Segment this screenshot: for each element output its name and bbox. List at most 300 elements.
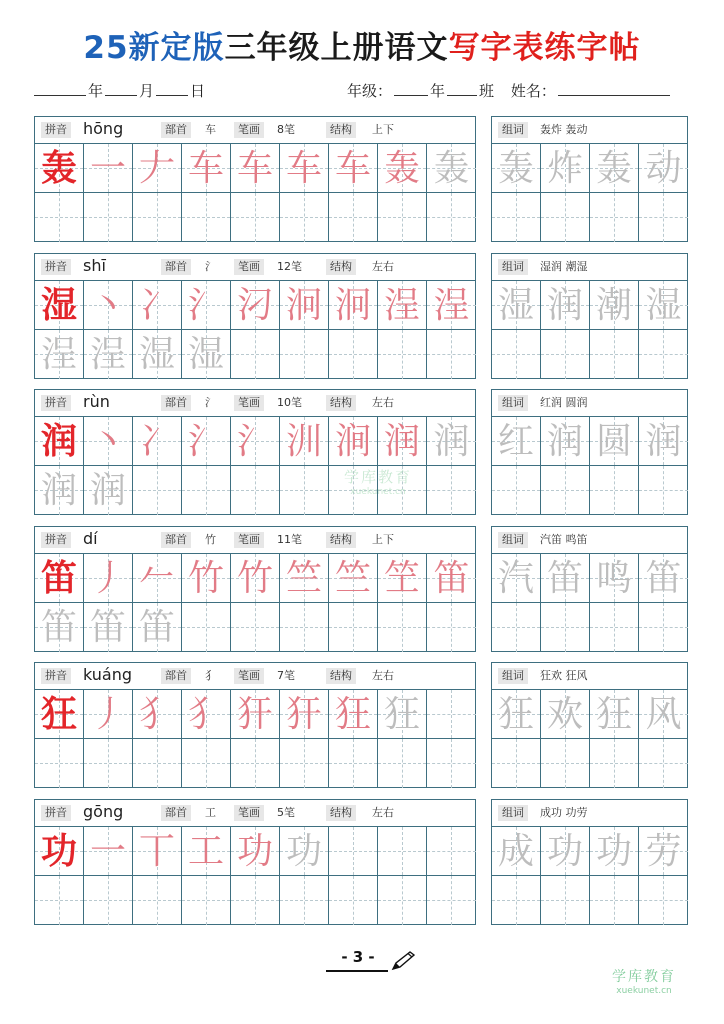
guide-line-horizontal bbox=[492, 217, 540, 218]
stroke-order-step: 涧 bbox=[334, 421, 371, 462]
writing-cell[interactable] bbox=[329, 281, 378, 330]
word-trace-character: 润 bbox=[645, 421, 682, 462]
words-cell[interactable] bbox=[639, 739, 688, 788]
words-panel bbox=[491, 799, 688, 925]
character-header bbox=[35, 390, 475, 417]
pinyin-label: 拼音 bbox=[41, 395, 71, 411]
stroke-order-step: 竹 bbox=[236, 558, 273, 599]
writing-cell[interactable] bbox=[84, 330, 133, 379]
words-cell[interactable] bbox=[639, 144, 688, 193]
guide-line-vertical bbox=[614, 739, 615, 788]
writing-cell[interactable] bbox=[182, 281, 231, 330]
practice-section bbox=[34, 253, 688, 379]
structure-label: 结构 bbox=[326, 668, 356, 684]
words-cell[interactable] bbox=[541, 690, 590, 739]
words-cell[interactable] bbox=[639, 827, 688, 876]
writing-cell[interactable] bbox=[35, 193, 84, 242]
writing-cell[interactable] bbox=[378, 281, 427, 330]
writing-cell[interactable] bbox=[231, 827, 280, 876]
words-cell[interactable] bbox=[541, 281, 590, 330]
writing-cell[interactable] bbox=[280, 417, 329, 466]
day-blank[interactable] bbox=[156, 80, 188, 96]
writing-cell[interactable] bbox=[427, 603, 476, 652]
words-cell[interactable] bbox=[492, 330, 541, 379]
writing-cell[interactable] bbox=[378, 330, 427, 379]
word-trace-character: 功 bbox=[546, 831, 583, 872]
guide-line-vertical bbox=[402, 876, 403, 925]
words-cell[interactable] bbox=[492, 739, 541, 788]
guide-line-vertical bbox=[353, 739, 354, 788]
writing-cell[interactable] bbox=[231, 739, 280, 788]
writing-cell[interactable] bbox=[182, 603, 231, 652]
page-number-underline bbox=[326, 970, 388, 972]
word-trace-character: 轰 bbox=[595, 148, 632, 189]
guide-line-vertical bbox=[206, 876, 207, 925]
writing-cell[interactable] bbox=[427, 330, 476, 379]
stroke-order-step: 丶 bbox=[89, 421, 126, 462]
writing-cell[interactable] bbox=[329, 330, 378, 379]
word-trace-character: 笛 bbox=[546, 558, 583, 599]
grade-blank[interactable] bbox=[394, 80, 428, 96]
words-cell[interactable] bbox=[639, 281, 688, 330]
writing-cell[interactable] bbox=[427, 281, 476, 330]
writing-cell[interactable] bbox=[133, 466, 182, 515]
writing-cell[interactable] bbox=[427, 466, 476, 515]
words-cell[interactable] bbox=[590, 876, 639, 925]
day-label: 日 bbox=[190, 82, 206, 100]
writing-cell[interactable] bbox=[182, 417, 231, 466]
writing-cell[interactable] bbox=[35, 281, 84, 330]
structure-value: 上下 bbox=[372, 123, 394, 136]
writing-cell[interactable] bbox=[84, 603, 133, 652]
character-panel bbox=[34, 526, 476, 652]
guide-line-horizontal bbox=[541, 763, 589, 764]
guide-line-vertical bbox=[516, 466, 517, 515]
words-header bbox=[492, 390, 687, 417]
guide-line-horizontal bbox=[133, 490, 181, 491]
words-label: 组词 bbox=[498, 805, 528, 821]
guide-line-horizontal bbox=[84, 900, 132, 901]
radical-value: 工 bbox=[205, 806, 216, 819]
writing-cell[interactable] bbox=[329, 876, 378, 925]
guide-line-horizontal bbox=[133, 217, 181, 218]
words-cell[interactable] bbox=[639, 193, 688, 242]
guide-line-horizontal bbox=[84, 217, 132, 218]
writing-cell[interactable] bbox=[133, 827, 182, 876]
month-blank[interactable] bbox=[105, 80, 137, 96]
words-cell[interactable] bbox=[639, 554, 688, 603]
words-cell[interactable] bbox=[639, 466, 688, 515]
guide-line-horizontal bbox=[280, 354, 328, 355]
writing-cell[interactable] bbox=[280, 739, 329, 788]
writing-cell[interactable] bbox=[133, 690, 182, 739]
words-cell[interactable] bbox=[541, 554, 590, 603]
trace-character: 功 bbox=[285, 831, 322, 872]
writing-cell[interactable] bbox=[329, 144, 378, 193]
writing-cell[interactable] bbox=[35, 690, 84, 739]
words-cell[interactable] bbox=[590, 417, 639, 466]
info-line bbox=[34, 80, 694, 102]
words-cell[interactable] bbox=[639, 330, 688, 379]
character-header bbox=[35, 800, 475, 827]
guide-line-vertical bbox=[59, 739, 60, 788]
words-value: 红润 圆润 bbox=[540, 396, 588, 409]
class-label: 班 bbox=[479, 82, 495, 100]
words-cell[interactable] bbox=[541, 144, 590, 193]
guide-line-horizontal bbox=[182, 627, 230, 628]
class-blank[interactable] bbox=[447, 80, 477, 96]
writing-cell[interactable] bbox=[133, 739, 182, 788]
writing-cell[interactable] bbox=[329, 690, 378, 739]
words-label: 组词 bbox=[498, 122, 528, 138]
writing-cell[interactable] bbox=[133, 281, 182, 330]
guide-line-horizontal bbox=[427, 763, 476, 764]
words-cell[interactable] bbox=[590, 827, 639, 876]
writing-cell[interactable] bbox=[35, 554, 84, 603]
writing-cell[interactable] bbox=[84, 690, 133, 739]
guide-line-horizontal bbox=[427, 714, 476, 715]
words-cell[interactable] bbox=[492, 827, 541, 876]
writing-cell[interactable] bbox=[182, 876, 231, 925]
writing-cell[interactable] bbox=[378, 193, 427, 242]
writing-cell[interactable] bbox=[329, 739, 378, 788]
guide-line-horizontal bbox=[427, 490, 476, 491]
practice-section bbox=[34, 799, 688, 925]
stroke-order-step: 冫 bbox=[138, 421, 175, 462]
structure-value: 左右 bbox=[372, 669, 394, 682]
main-character: 轰 bbox=[40, 147, 77, 189]
guide-line-vertical bbox=[516, 193, 517, 242]
words-value: 成功 功劳 bbox=[540, 806, 588, 819]
writing-cell[interactable] bbox=[427, 193, 476, 242]
guide-line-horizontal bbox=[329, 851, 377, 852]
writing-cell[interactable] bbox=[329, 827, 378, 876]
guide-line-horizontal bbox=[231, 354, 279, 355]
strokes-label: 笔画 bbox=[234, 805, 264, 821]
guide-line-vertical bbox=[565, 330, 566, 379]
writing-cell[interactable] bbox=[231, 876, 280, 925]
guide-line-vertical bbox=[516, 330, 517, 379]
writing-cell[interactable] bbox=[182, 554, 231, 603]
word-trace-character: 动 bbox=[645, 148, 682, 189]
writing-cell[interactable] bbox=[35, 603, 84, 652]
character-panel bbox=[34, 799, 476, 925]
writing-cell[interactable] bbox=[84, 466, 133, 515]
guide-line-vertical bbox=[614, 330, 615, 379]
stroke-order-step: 泂 bbox=[334, 285, 371, 326]
writing-cell[interactable] bbox=[280, 144, 329, 193]
guide-line-horizontal bbox=[231, 217, 279, 218]
words-cell[interactable] bbox=[639, 417, 688, 466]
guide-line-horizontal bbox=[133, 763, 181, 764]
words-cell[interactable] bbox=[541, 827, 590, 876]
writing-cell[interactable] bbox=[280, 554, 329, 603]
writing-cell[interactable] bbox=[427, 876, 476, 925]
title-part-edition: 25新定版 bbox=[83, 30, 225, 66]
guide-line-vertical bbox=[304, 330, 305, 379]
writing-cell[interactable] bbox=[378, 876, 427, 925]
writing-cell[interactable] bbox=[84, 554, 133, 603]
character-panel bbox=[34, 662, 476, 788]
writing-cell[interactable] bbox=[35, 330, 84, 379]
writing-cell[interactable] bbox=[280, 603, 329, 652]
guide-line-vertical bbox=[255, 739, 256, 788]
writing-cell[interactable] bbox=[133, 330, 182, 379]
trace-character: 轰 bbox=[433, 148, 470, 189]
words-cell[interactable] bbox=[541, 193, 590, 242]
writing-cell[interactable] bbox=[280, 281, 329, 330]
practice-section bbox=[34, 662, 688, 788]
strokes-label: 笔画 bbox=[234, 122, 264, 138]
writing-cell[interactable] bbox=[133, 193, 182, 242]
writing-cell[interactable] bbox=[133, 144, 182, 193]
words-cell[interactable] bbox=[590, 554, 639, 603]
writing-cell[interactable] bbox=[427, 739, 476, 788]
writing-cell[interactable] bbox=[378, 690, 427, 739]
writing-cell[interactable] bbox=[427, 690, 476, 739]
writing-cell[interactable] bbox=[329, 193, 378, 242]
writing-cell[interactable] bbox=[427, 417, 476, 466]
trace-character: 浧 bbox=[40, 334, 77, 375]
strokes-value: 12笔 bbox=[277, 260, 302, 273]
writing-cell[interactable] bbox=[280, 466, 329, 515]
words-cell[interactable] bbox=[639, 603, 688, 652]
writing-cell[interactable] bbox=[231, 330, 280, 379]
writing-cell[interactable] bbox=[231, 690, 280, 739]
words-cell[interactable] bbox=[590, 281, 639, 330]
guide-line-vertical bbox=[451, 466, 452, 515]
writing-cell[interactable] bbox=[84, 417, 133, 466]
writing-cell[interactable] bbox=[133, 554, 182, 603]
words-cell[interactable] bbox=[492, 466, 541, 515]
word-trace-character: 风 bbox=[645, 694, 682, 735]
stroke-order-step: 丿 bbox=[89, 694, 126, 735]
words-cell[interactable] bbox=[541, 876, 590, 925]
guide-line-vertical bbox=[614, 193, 615, 242]
guide-line-horizontal bbox=[427, 354, 476, 355]
words-cell[interactable] bbox=[541, 417, 590, 466]
stroke-order-step: 𠂇 bbox=[138, 148, 175, 189]
stroke-order-step: 犭 bbox=[138, 694, 175, 735]
stroke-order-step: 浧 bbox=[383, 285, 420, 326]
month-label: 月 bbox=[139, 82, 155, 100]
guide-line-vertical bbox=[516, 876, 517, 925]
structure-label: 结构 bbox=[326, 395, 356, 411]
words-label: 组词 bbox=[498, 259, 528, 275]
words-label: 组词 bbox=[498, 532, 528, 548]
structure-label: 结构 bbox=[326, 122, 356, 138]
writing-cell[interactable] bbox=[84, 739, 133, 788]
writing-cell[interactable] bbox=[133, 603, 182, 652]
guide-line-vertical bbox=[255, 876, 256, 925]
writing-cell[interactable] bbox=[280, 330, 329, 379]
writing-cell[interactable] bbox=[231, 417, 280, 466]
writing-cell[interactable] bbox=[329, 417, 378, 466]
writing-cell[interactable] bbox=[182, 827, 231, 876]
words-cell[interactable] bbox=[492, 144, 541, 193]
word-trace-character: 笛 bbox=[645, 558, 682, 599]
words-value: 狂欢 狂风 bbox=[540, 669, 588, 682]
guide-line-horizontal bbox=[329, 900, 377, 901]
guide-line-vertical bbox=[451, 193, 452, 242]
words-cell[interactable] bbox=[590, 690, 639, 739]
words-cell[interactable] bbox=[590, 603, 639, 652]
guide-line-vertical bbox=[157, 739, 158, 788]
structure-value: 左右 bbox=[372, 396, 394, 409]
writing-cell[interactable] bbox=[182, 690, 231, 739]
stroke-order-step: 氵 bbox=[236, 421, 273, 462]
words-cell[interactable] bbox=[590, 193, 639, 242]
writing-cell[interactable] bbox=[329, 603, 378, 652]
writing-cell[interactable] bbox=[427, 144, 476, 193]
writing-cell[interactable] bbox=[133, 417, 182, 466]
guide-line-horizontal bbox=[231, 627, 279, 628]
pinyin-label: 拼音 bbox=[41, 122, 71, 138]
radical-label: 部首 bbox=[161, 259, 191, 275]
writing-cell[interactable] bbox=[378, 554, 427, 603]
writing-cell[interactable] bbox=[427, 827, 476, 876]
words-cell[interactable] bbox=[492, 690, 541, 739]
writing-cell[interactable] bbox=[182, 739, 231, 788]
guide-line-horizontal bbox=[133, 900, 181, 901]
writing-cell[interactable] bbox=[427, 554, 476, 603]
guide-line-horizontal bbox=[492, 627, 540, 628]
writing-cell[interactable] bbox=[231, 281, 280, 330]
words-cell[interactable] bbox=[639, 876, 688, 925]
words-cell[interactable] bbox=[541, 466, 590, 515]
writing-cell[interactable] bbox=[378, 144, 427, 193]
guide-line-horizontal bbox=[427, 900, 476, 901]
writing-cell[interactable] bbox=[329, 554, 378, 603]
words-cell[interactable] bbox=[541, 739, 590, 788]
main-character: 功 bbox=[40, 830, 77, 872]
word-trace-character: 红 bbox=[497, 421, 534, 462]
writing-cell[interactable] bbox=[35, 417, 84, 466]
words-cell[interactable] bbox=[590, 330, 639, 379]
writing-cell[interactable] bbox=[35, 466, 84, 515]
guide-line-horizontal bbox=[182, 763, 230, 764]
guide-line-horizontal bbox=[639, 763, 688, 764]
guide-line-horizontal bbox=[182, 900, 230, 901]
guide-line-horizontal bbox=[590, 354, 638, 355]
guide-line-vertical bbox=[516, 739, 517, 788]
radical-label: 部首 bbox=[161, 395, 191, 411]
main-character: 狂 bbox=[40, 693, 77, 735]
stroke-order-step: 浧 bbox=[433, 285, 470, 326]
word-trace-character: 汽 bbox=[497, 558, 534, 599]
writing-cell[interactable] bbox=[378, 603, 427, 652]
words-cell[interactable] bbox=[492, 417, 541, 466]
guide-line-horizontal bbox=[84, 763, 132, 764]
trace-character: 湿 bbox=[138, 334, 175, 375]
writing-cell[interactable] bbox=[182, 330, 231, 379]
writing-cell[interactable] bbox=[231, 144, 280, 193]
guide-line-horizontal bbox=[231, 900, 279, 901]
words-cell[interactable] bbox=[492, 603, 541, 652]
words-cell[interactable] bbox=[590, 466, 639, 515]
guide-line-vertical bbox=[663, 603, 664, 652]
writing-cell[interactable] bbox=[84, 827, 133, 876]
writing-cell[interactable] bbox=[84, 876, 133, 925]
guide-line-vertical bbox=[255, 603, 256, 652]
word-trace-character: 轰 bbox=[497, 148, 534, 189]
words-cell[interactable] bbox=[492, 876, 541, 925]
words-cell[interactable] bbox=[541, 330, 590, 379]
guide-line-horizontal bbox=[590, 900, 638, 901]
year-blank[interactable] bbox=[34, 80, 86, 96]
words-cell[interactable] bbox=[590, 739, 639, 788]
structure-label: 结构 bbox=[326, 805, 356, 821]
writing-cell[interactable] bbox=[231, 466, 280, 515]
stroke-order-step: 竺 bbox=[285, 558, 322, 599]
stroke-order-step: 车 bbox=[334, 148, 371, 189]
words-cell[interactable] bbox=[590, 144, 639, 193]
writing-cell[interactable] bbox=[280, 690, 329, 739]
guide-line-horizontal bbox=[492, 490, 540, 491]
guide-line-horizontal bbox=[590, 217, 638, 218]
guide-line-vertical bbox=[451, 603, 452, 652]
writing-cell[interactable] bbox=[182, 193, 231, 242]
words-cell[interactable] bbox=[492, 554, 541, 603]
word-trace-character: 润 bbox=[546, 285, 583, 326]
guide-line-horizontal bbox=[590, 763, 638, 764]
writing-cell[interactable] bbox=[231, 603, 280, 652]
writing-cell[interactable] bbox=[84, 193, 133, 242]
writing-cell[interactable] bbox=[280, 827, 329, 876]
character-header bbox=[35, 254, 475, 281]
words-cell[interactable] bbox=[492, 281, 541, 330]
guide-line-horizontal bbox=[590, 490, 638, 491]
guide-line-vertical bbox=[451, 739, 452, 788]
guide-line-horizontal bbox=[378, 354, 426, 355]
writing-cell[interactable] bbox=[35, 876, 84, 925]
guide-line-horizontal bbox=[280, 900, 328, 901]
writing-cell[interactable] bbox=[35, 827, 84, 876]
guide-line-horizontal bbox=[378, 627, 426, 628]
writing-cell[interactable] bbox=[378, 827, 427, 876]
writing-cell[interactable] bbox=[133, 876, 182, 925]
pinyin-label: 拼音 bbox=[41, 668, 71, 684]
stroke-order-step: 丿 bbox=[89, 558, 126, 599]
character-panel bbox=[34, 253, 476, 379]
name-blank[interactable] bbox=[558, 80, 670, 96]
word-trace-character: 欢 bbox=[546, 694, 583, 735]
words-panel bbox=[491, 662, 688, 788]
guide-line-vertical bbox=[157, 466, 158, 515]
words-cell[interactable] bbox=[492, 193, 541, 242]
writing-cell[interactable] bbox=[378, 739, 427, 788]
word-trace-character: 成 bbox=[497, 831, 534, 872]
page-title bbox=[0, 22, 724, 67]
guide-line-horizontal bbox=[329, 763, 377, 764]
writing-cell[interactable] bbox=[231, 193, 280, 242]
writing-cell[interactable] bbox=[231, 554, 280, 603]
writing-cell[interactable] bbox=[378, 417, 427, 466]
writing-cell[interactable] bbox=[182, 466, 231, 515]
words-cell[interactable] bbox=[639, 690, 688, 739]
structure-value: 左右 bbox=[372, 260, 394, 273]
words-panel bbox=[491, 526, 688, 652]
words-cell[interactable] bbox=[541, 603, 590, 652]
writing-cell[interactable] bbox=[84, 144, 133, 193]
writing-cell[interactable] bbox=[280, 193, 329, 242]
writing-cell[interactable] bbox=[35, 739, 84, 788]
writing-cell[interactable] bbox=[84, 281, 133, 330]
writing-cell[interactable] bbox=[35, 144, 84, 193]
writing-cell[interactable] bbox=[280, 876, 329, 925]
writing-cell[interactable] bbox=[182, 144, 231, 193]
radical-value: 氵 bbox=[205, 396, 216, 409]
